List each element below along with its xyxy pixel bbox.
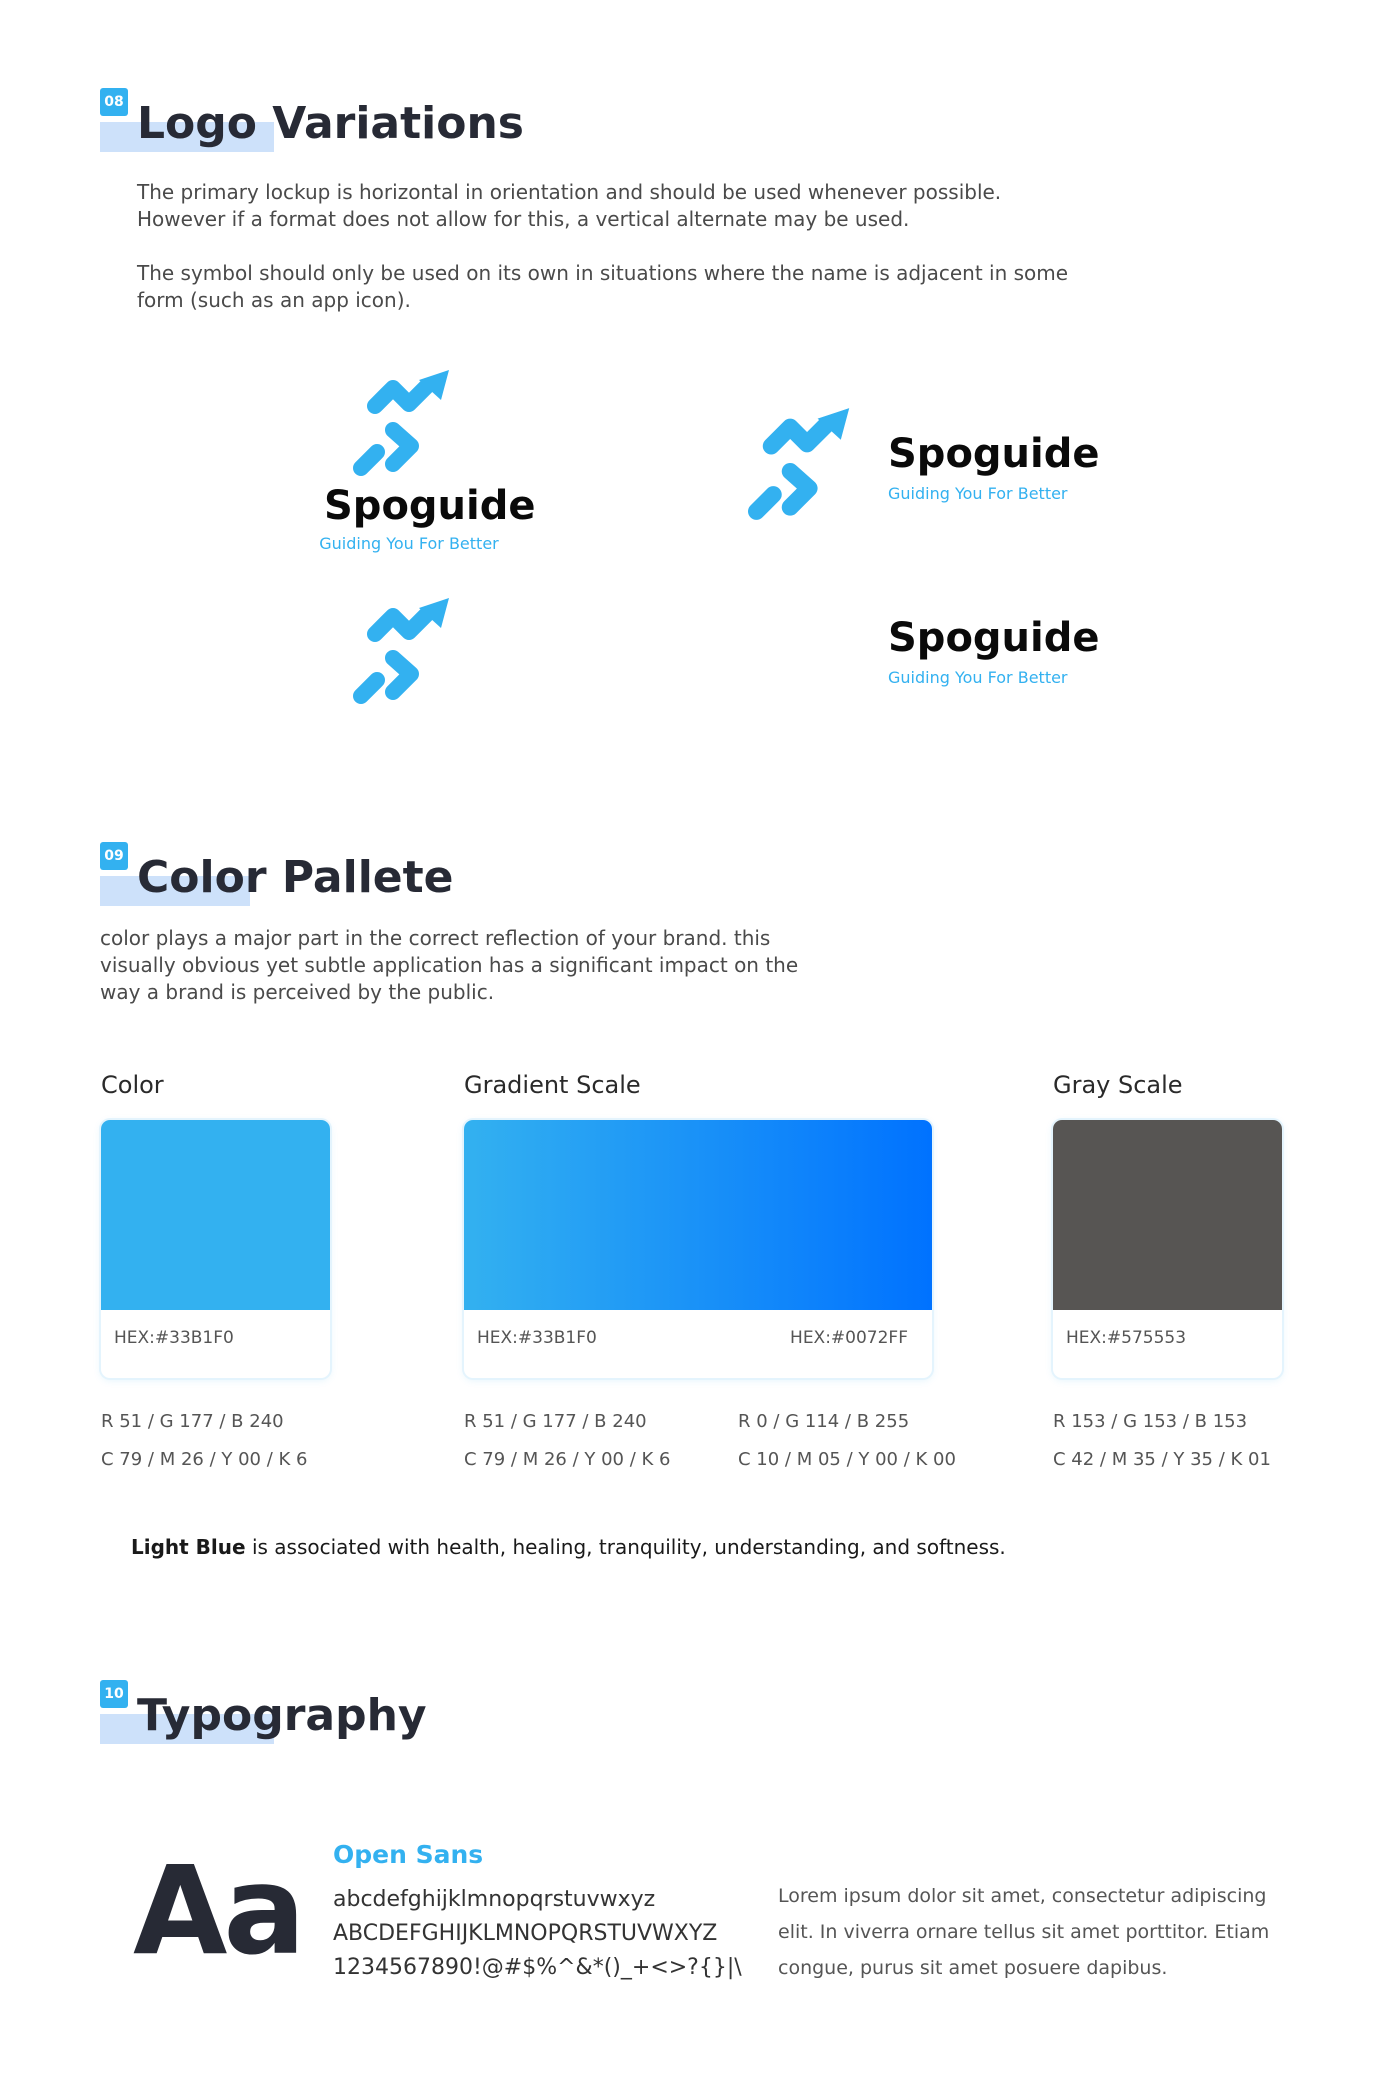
color-swatch-card — [101, 1120, 330, 1378]
gradient-hex-end: HEX:#0072FF — [790, 1328, 908, 1348]
gray-swatch-fill — [1053, 1120, 1282, 1310]
logo-symbol-only-icon — [353, 596, 463, 706]
logo-tagline: Guiding You For Better — [888, 484, 1068, 503]
gradient-group-title: Gradient Scale — [464, 1071, 641, 1099]
color-hex: HEX:#33B1F0 — [114, 1328, 234, 1348]
gray-group-title: Gray Scale — [1053, 1071, 1183, 1099]
logo-name: Spoguide — [888, 431, 1100, 477]
gradient-rgb-end: R 0 / G 114 / B 255 — [738, 1411, 910, 1432]
gray-hex: HEX:#575553 — [1066, 1328, 1187, 1348]
logo-mark-icon — [353, 368, 463, 478]
gray-rgb: R 153 / G 153 / B 153 — [1053, 1411, 1248, 1432]
color-intro: color plays a major part in the correct reflection of your brand. this visually obvious yet subtle application has a significant impact on the way a brand is perceived by the public. — [100, 926, 799, 1004]
light-blue-note — [131, 1535, 1006, 1559]
logo-paragraph-2: The symbol should only be used on its own in situations where the name is adjacent in some form (such as an app icon). — [137, 261, 1069, 312]
light-blue-note-text: is associated with health, healing, tranquility, understanding, and softness. — [245, 1535, 1006, 1559]
light-blue-note-bold: Light Blue — [131, 1535, 246, 1559]
font-sample-aa: Aa — [133, 1840, 302, 1982]
gray-cmyk: C 42 / M 35 / Y 35 / K 01 — [1053, 1449, 1271, 1470]
section-title: Logo Variations — [137, 98, 524, 149]
color-group-title: Color — [101, 1071, 164, 1099]
font-name: Open Sans — [333, 1840, 484, 1869]
gradient-cmyk-end: C 10 / M 05 / Y 00 / K 00 — [738, 1449, 956, 1470]
font-glyphs — [333, 1883, 742, 1985]
font-symbols: 1234567890!@#$%^&*()_+<>?{}|\ — [333, 1955, 742, 1980]
section-number: 08 — [100, 88, 128, 116]
font-lorem-sample: Lorem ipsum dolor sit amet, consectetur adipiscing elit. In viverra ornare tellus sit amet porttitor. Etiam congue, purus sit amet posuere dapibus. — [778, 1885, 1270, 1979]
gradient-rgb-start: R 51 / G 177 / B 240 — [464, 1411, 647, 1432]
gray-swatch-card — [1053, 1120, 1282, 1378]
gradient-swatch-card — [464, 1120, 932, 1378]
color-swatch-fill — [101, 1120, 330, 1310]
logo-mark-icon — [748, 406, 864, 522]
logo-tagline: Guiding You For Better — [888, 668, 1068, 687]
section-title: Color Pallete — [137, 852, 454, 903]
logo-paragraph-1: The primary lockup is horizontal in orientation and should be used whenever possible. However if a format does not allow for this, a vertical alternate may be used. — [137, 180, 1002, 231]
gradient-swatch-fill — [464, 1120, 932, 1310]
section-title: Typography — [137, 1690, 427, 1741]
gradient-cmyk-start: C 79 / M 26 / Y 00 / K 6 — [464, 1449, 671, 1470]
section-number: 09 — [100, 842, 128, 870]
logo-tagline: Guiding You For Better — [319, 534, 499, 553]
color-rgb: R 51 / G 177 / B 240 — [101, 1411, 284, 1432]
section-number: 10 — [100, 1680, 128, 1708]
logo-name: Spoguide — [324, 483, 536, 529]
font-uppercase: ABCDEFGHIJKLMNOPQRSTUVWXYZ — [333, 1921, 718, 1946]
font-lowercase: abcdefghijklmnopqrstuvwxyz — [333, 1887, 656, 1912]
gradient-hex-start: HEX:#33B1F0 — [477, 1328, 597, 1348]
logo-name: Spoguide — [888, 615, 1100, 661]
color-cmyk: C 79 / M 26 / Y 00 / K 6 — [101, 1449, 308, 1470]
